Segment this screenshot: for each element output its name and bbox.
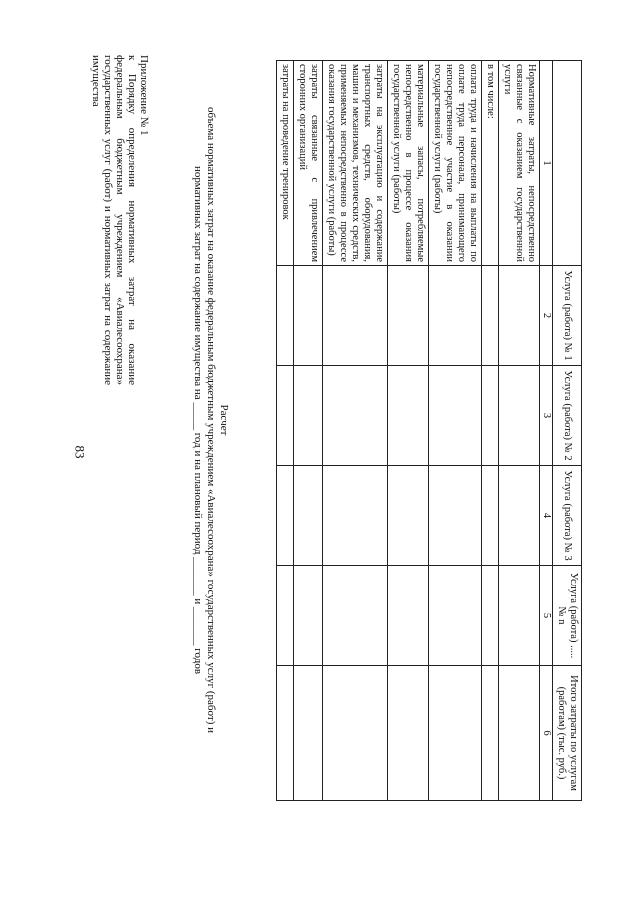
- table-cell: [323, 466, 388, 566]
- table-cell: [294, 666, 323, 801]
- column-number: 2: [540, 266, 553, 366]
- table-cell: [277, 566, 294, 666]
- table-cell: [294, 466, 323, 566]
- table-cell: [323, 266, 388, 366]
- cost-calculation-table: [276, 60, 582, 801]
- table-cell: [482, 666, 499, 801]
- table-cell: [277, 666, 294, 801]
- column-number: 4: [540, 466, 553, 566]
- table-cell: [499, 266, 540, 366]
- table-cell: [388, 266, 429, 366]
- row-label: материальные запасы, потребляемые непосредственно в процессе оказания государственной услуги (работы): [388, 61, 429, 266]
- row-label: оплата труда и начисления на выплаты по оплате труда персонала, принимающего непосредственное участие в оказании государственной услуги (работы): [429, 61, 482, 266]
- title-line-2: нормативных затрат на содержание имущества на _____ год и на плановый период _______ и _______ годов: [192, 165, 204, 675]
- table-cell: [277, 466, 294, 566]
- row-label: Нормативные затраты, непосредственно связанные с оказанием государственной услуги: [499, 61, 540, 266]
- table-cell: [499, 666, 540, 801]
- table-cell: [294, 566, 323, 666]
- table-cell: [482, 366, 499, 466]
- table-cell: [429, 466, 482, 566]
- header-cell: Услуга (работа) № 3: [553, 466, 582, 566]
- header-cell: Услуга (работа) ..... № n: [553, 566, 582, 666]
- row-label: затраты на эксплуатацию и содержание транспортных средств, оборудования, машин и механизмов, технических средств, применяемых непосредственно в процессе оказания государственной услуги (работы): [323, 61, 388, 266]
- header-cell: Услуга (работа) № 1: [553, 266, 582, 366]
- header-cell: [553, 61, 582, 266]
- table-cell: [429, 266, 482, 366]
- table-cell: [323, 566, 388, 666]
- table-cell: [499, 466, 540, 566]
- table-cell: [482, 266, 499, 366]
- column-number: 1: [540, 61, 553, 266]
- row-label: затраты связанные с привлечением сторонних организаций: [294, 61, 323, 266]
- table-cell: [388, 366, 429, 466]
- page-number: 83: [72, 445, 88, 459]
- table-cell: [277, 266, 294, 366]
- column-number: 5: [540, 566, 553, 666]
- table-row: [482, 61, 499, 801]
- table-cell: [388, 666, 429, 801]
- table-cell: [323, 666, 388, 801]
- table-row: [277, 61, 294, 801]
- appendix-text: к Порядку определения нормативных затрат на оказание федеральным бюджетным учреждением «Авиалесоохрана» государственных услуг (работ) и нормативных затрат на содержание имущества: [90, 55, 138, 385]
- column-number: 6: [540, 666, 553, 801]
- column-number-row: [540, 61, 553, 801]
- column-number: 3: [540, 366, 553, 466]
- table-cell: [499, 566, 540, 666]
- table-header-row: [553, 61, 582, 801]
- row-label: затраты на проведение тренировок: [277, 61, 294, 266]
- table-cell: [429, 366, 482, 466]
- document-title: [191, 60, 230, 780]
- table-row: [499, 61, 540, 801]
- table-row: [294, 61, 323, 801]
- header-cell: Итого затраты по услугам (работам) (тыс. руб.): [553, 666, 582, 801]
- table-cell: [388, 466, 429, 566]
- table-row: [323, 61, 388, 801]
- appendix-note: [90, 55, 150, 385]
- header-cell: Услуга (работа) № 2: [553, 366, 582, 466]
- appendix-title: Приложение № 1: [138, 55, 150, 136]
- table-cell: [277, 366, 294, 466]
- table-cell: [429, 666, 482, 801]
- table-cell: [294, 366, 323, 466]
- table-cell: [294, 266, 323, 366]
- table-cell: [499, 366, 540, 466]
- table-cell: [323, 366, 388, 466]
- table-cell: [388, 566, 429, 666]
- table-row: [388, 61, 429, 801]
- title-line-1: объема нормативных затрат на оказание федеральным бюджетным учреждением «Авиалесоохрана» государственных услуг (работ) и: [205, 107, 217, 733]
- table-cell: [482, 466, 499, 566]
- table-cell: [482, 566, 499, 666]
- title-heading: Расчет: [218, 404, 230, 436]
- table-row: [429, 61, 482, 801]
- row-label: в том числе:: [482, 61, 499, 266]
- table-cell: [429, 566, 482, 666]
